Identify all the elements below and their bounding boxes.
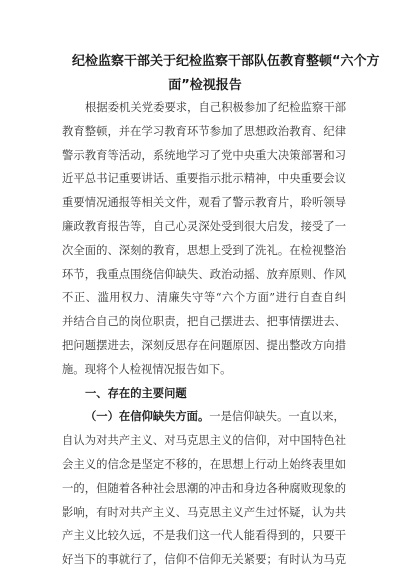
intro-line: 施。现将个人检视情况报告如下。	[62, 362, 232, 376]
subsection-heading: （一）在信仰缺失方面。	[85, 410, 210, 424]
subsection-line: 产主义比较久远，不是我们这一代人能看得到的，只要干	[62, 529, 346, 543]
subsection-line: 影响，有时对共产主义、马克思主义产生过怀疑，认为共	[62, 505, 346, 519]
intro-line: 重要情况通报等相关文件，观看了警示教育片，聆听领导	[62, 196, 346, 210]
intro-line: 近平总书记重要讲话、重要指示批示精神，中央重要会议	[62, 172, 346, 186]
subsection-line: 一的，但随着各种社会思潮的冲击和身边各种腐败现象的	[62, 481, 346, 495]
intro-line: 次全面的、深刻的教育，思想上受到了洗礼。在检视整治	[62, 243, 346, 257]
intro-line: 廉政教育报告等，自己心灵深处受到很大启发，接受了一	[62, 219, 346, 233]
intro-line: 根据委机关党委要求，自己积极参加了纪检监察干部	[85, 101, 346, 114]
subsection-line: 自认为对共产主义、对马克思主义的信仰，对中国特色社	[62, 434, 346, 448]
intro-line: 把问题摆进去，深刻反思存在问题原因、提出整改方向措	[62, 338, 346, 352]
title-line-2: 面”检视报告	[168, 78, 242, 93]
subsection-first-line	[62, 405, 346, 429]
section-heading: 一、存在的主要问题	[85, 386, 187, 400]
title-line-1: 纪检监察干部关于纪检监察干部队伍教育整顿“六个方	[72, 54, 380, 69]
document-body	[62, 96, 346, 572]
intro-line: 并结合自己的岗位职责，把自己摆进去、把事情摆进去、	[62, 315, 346, 329]
intro-line: 不正、滥用权力、清廉失守等“六个方面”进行自查自纠	[62, 291, 346, 305]
subsection-line: 会主义的信念是坚定不移的，在思想上行动上始终表里如	[62, 457, 346, 471]
subsection-line: 好当下的事就行了，信仰不信仰无关紧要；有时认为马克	[62, 553, 346, 567]
document-title	[72, 50, 380, 98]
subsection-first-line-text: 一是信仰缺失。一直以来，	[209, 410, 345, 424]
intro-line: 教育整顿，并在学习教育环节参加了思想政治教育、纪律	[62, 124, 346, 138]
intro-line: 警示教育等活动，系统地学习了党中央重大决策部署和习	[62, 148, 346, 162]
intro-line: 环节，我重点围绕信仰缺失、政治动摇、放弃原则、作风	[62, 267, 346, 281]
